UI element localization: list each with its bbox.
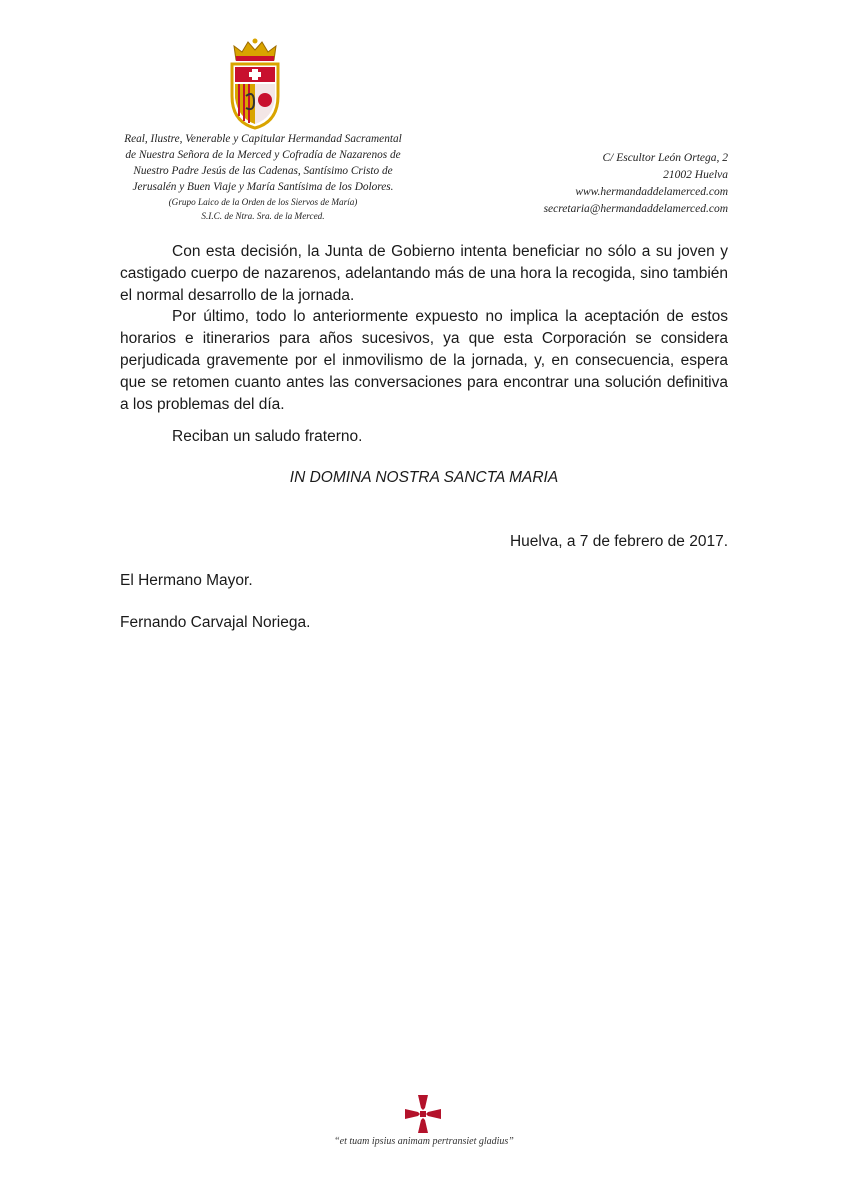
body-paragraph: Por último, todo lo anteriormente expuesto no implica la aceptación de estos horarios e itinerarios para años sucesivos, ya que esta Corporación se considera perjudicada gravemente por el inmovilismo de la jornada, y, en consecuencia, espera que se retomen cuanto antes las conversaciones para encontrar una solución definitiva a los problemas del día. xyxy=(120,308,728,413)
postal-city: 21002 Huelva xyxy=(663,169,728,181)
org-name-line: Real, Ilustre, Venerable y Capitular Hermandad Sacramental xyxy=(124,133,402,145)
latin-motto: IN DOMINA NOSTRA SANCTA MARIA xyxy=(289,469,559,486)
address-block xyxy=(408,150,728,218)
body-paragraph: Con esta decisión, la Junta de Gobierno intenta beneficiar no sólo a su joven y castigado cuerpo de nazarenos, adelantando más de una hora la recogida, sino también el normal desarrollo de la jornada. xyxy=(120,243,728,304)
org-name-line: Nuestro Padre Jesús de las Cadenas, Santísimo Cristo de xyxy=(133,165,393,177)
letter-date: Huelva, a 7 de febrero de 2017. xyxy=(509,533,728,550)
org-name-line: Jerusalén y Buen Viaje y María Santísima de los Dolores. xyxy=(132,181,394,193)
email-link[interactable]: secretaria@hermandaddelamerced.com xyxy=(543,203,728,215)
org-name-line: de Nuestra Señora de la Merced y Cofradía de Nazarenos de xyxy=(125,149,401,161)
signer-name: Fernando Carvajal Noriega. xyxy=(120,614,311,631)
footer-motto: “et tuam ipsius animam pertransiet gladius” xyxy=(334,1136,514,1147)
greeting: Reciban un saludo fraterno. xyxy=(172,428,363,445)
signer-title: El Hermano Mayor. xyxy=(120,572,253,589)
heraldic-crest-icon xyxy=(224,38,286,130)
org-note: (Grupo Laico de la Orden de los Siervos de María) xyxy=(168,197,358,207)
website-link[interactable]: www.hermandaddelamerced.com xyxy=(575,186,728,198)
cross-pattee-icon xyxy=(404,1094,442,1134)
letter-body xyxy=(120,241,728,415)
street-address: C/ Escultor León Ortega, 2 xyxy=(602,152,728,164)
org-sub: S.I.C. de Ntra. Sra. de la Merced. xyxy=(201,211,325,221)
organization-name-block xyxy=(118,131,408,223)
